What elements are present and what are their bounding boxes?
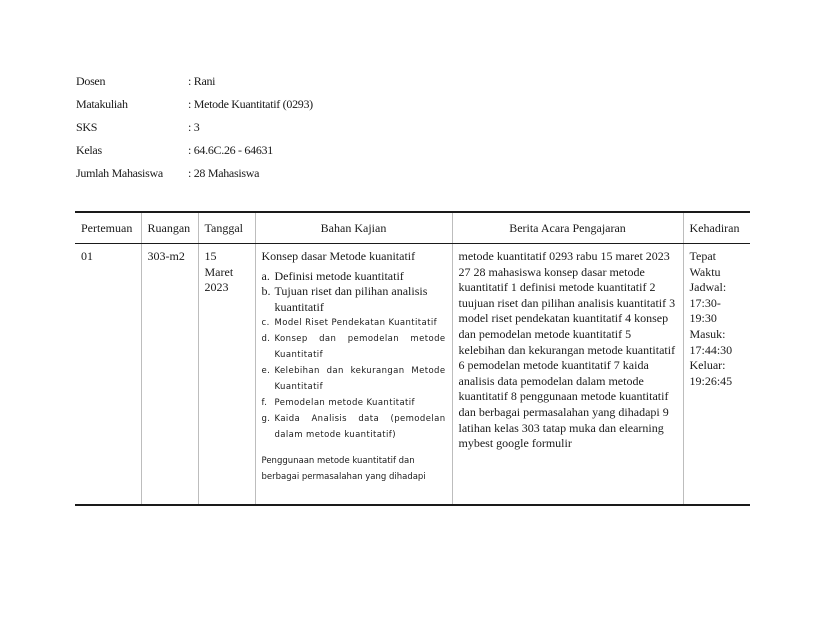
kehadiran-keluar-label: Keluar: xyxy=(689,358,726,373)
list-item xyxy=(262,284,446,315)
header-ruangan: Ruangan xyxy=(141,212,198,244)
list-item xyxy=(262,411,446,443)
kehadiran-masuk-value: 17:44:30 xyxy=(689,342,733,357)
info-row-kelas xyxy=(76,143,313,166)
bahan-kajian-closing: Penggunaan metode kuantitatif dan berbagai permasalahan yang dihadapi xyxy=(261,456,426,483)
kehadiran-keluar-value: 19:26:45 xyxy=(689,373,733,388)
list-text: Kaida Analisis data (pemodelan dalam metode kuantitatif) xyxy=(274,414,446,441)
course-info xyxy=(76,74,313,189)
cell-berita-acara: metode kuantitatif 0293 rabu 15 maret 2023 27 28 mahasiswa konsep dasar metode kuantitatif 1 definisi metode kuantitatif 2 tuujuan riset dan pilihan analisis kuantitatif 3 model riset pendekatan kuantitatif 4 konsep dan pemodelan metode kuantitatif 5 kelebihan dan kekurangan metode kuantitatif 6 pemodelan metode kuantitatif 7 kaida analisis data pemodelan dalam metode kuantitatif 8 penggunaan metode kuantitatif dan berbagai permasalahan yang dihadapi 9 latihan kelas 303 tatap muka dan elearning mybest google formulir xyxy=(452,244,683,506)
jumlah-mahasiswa-label: Jumlah Mahasiswa xyxy=(76,166,163,180)
kelas-label: Kelas xyxy=(76,143,102,157)
list-marker: f. xyxy=(261,398,268,409)
bahan-kajian-list xyxy=(262,269,446,444)
kehadiran-jadwal-value: 17:30-19:30 xyxy=(689,295,721,326)
list-item xyxy=(262,363,446,395)
list-item xyxy=(262,269,446,285)
matakuliah-label: Matakuliah xyxy=(76,97,128,111)
kehadiran-masuk-label: Masuk: xyxy=(689,326,726,341)
list-text: Konsep dan pemodelan metode Kuantitatif xyxy=(274,334,446,361)
list-item xyxy=(262,331,446,363)
list-marker: d. xyxy=(261,334,271,345)
cell-ruangan: 303-m2 xyxy=(141,244,198,506)
header-kehadiran: Kehadiran xyxy=(683,212,750,244)
header-berita-acara: Berita Acara Pengajaran xyxy=(452,212,683,244)
tanggal-hari: 15 xyxy=(204,249,217,263)
jumlah-mahasiswa-value: : 28 Mahasiswa xyxy=(188,166,260,180)
header-pertemuan: Pertemuan xyxy=(75,212,141,244)
matakuliah-value: : Metode Kuantitatif (0293) xyxy=(188,97,313,111)
sks-value: : 3 xyxy=(188,120,200,134)
list-marker: e. xyxy=(261,366,271,377)
list-marker: c. xyxy=(261,318,270,329)
info-row-jumlah-mahasiswa xyxy=(76,166,313,189)
list-text: Tujuan riset dan pilihan analisis kuantitatif xyxy=(274,284,428,314)
list-text: Definisi metode kuantitatif xyxy=(274,268,404,283)
cell-kehadiran xyxy=(683,244,750,506)
list-marker: g. xyxy=(261,414,271,425)
list-item xyxy=(262,395,446,411)
list-text: Model Riset Pendekatan Kuantitatif xyxy=(274,318,438,329)
list-item xyxy=(262,315,446,331)
header-bahan-kajian: Bahan Kajian xyxy=(255,212,452,244)
list-marker: b. xyxy=(261,284,271,299)
cell-tanggal xyxy=(198,244,255,506)
list-text: Pemodelan metode Kuantitatif xyxy=(274,398,415,409)
attendance-table xyxy=(75,211,750,506)
cell-bahan-kajian xyxy=(255,244,452,506)
sks-label: SKS xyxy=(76,120,98,134)
info-row-matakuliah xyxy=(76,97,313,120)
cell-pertemuan: 01 xyxy=(75,244,141,506)
list-marker: a. xyxy=(261,268,270,283)
info-row-dosen xyxy=(76,74,313,97)
table-header-row xyxy=(75,212,750,244)
dosen-label: Dosen xyxy=(76,74,106,88)
kelas-value: : 64.6C.26 - 64631 xyxy=(188,143,273,157)
table-row xyxy=(75,244,750,506)
tanggal-tahun: 2023 xyxy=(204,280,229,295)
dosen-value: : Rani xyxy=(188,74,216,88)
kehadiran-status: Tepat Waktu xyxy=(689,249,721,279)
kehadiran-jadwal-label: Jadwal: xyxy=(689,280,727,295)
tanggal-bulan: Maret xyxy=(204,264,234,279)
list-text: Kelebihan dan kekurangan Metode Kuantitatif xyxy=(274,366,446,393)
info-row-sks xyxy=(76,120,313,143)
header-tanggal: Tanggal xyxy=(198,212,255,244)
bahan-kajian-title: Konsep dasar Metode kuanitatif xyxy=(261,249,416,263)
